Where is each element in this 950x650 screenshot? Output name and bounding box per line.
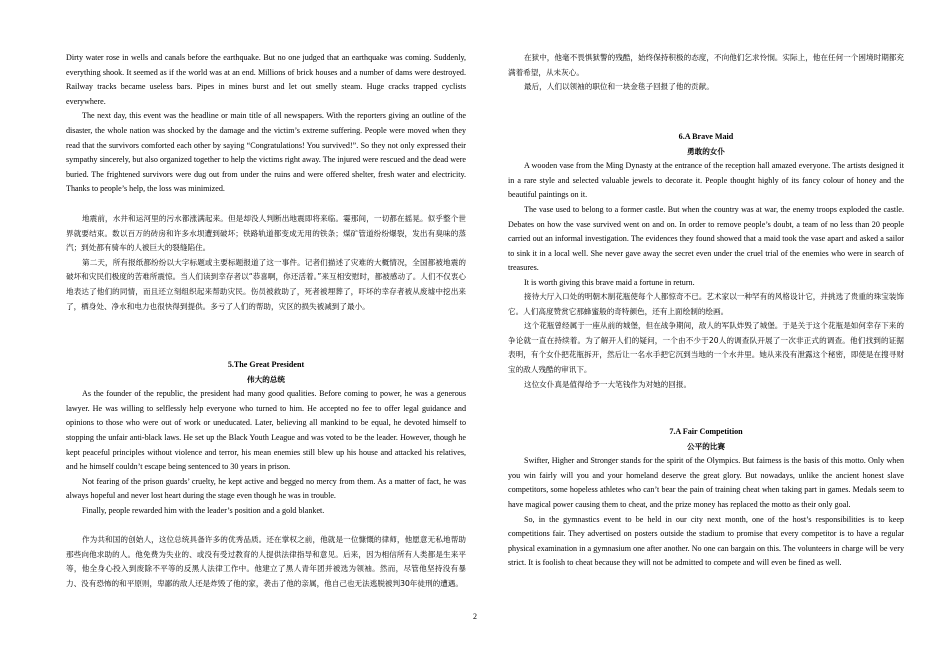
paragraph: Swifter, Higher and Stronger stands for the spirit of the Olympics. But fairness is the basis of this motto. Only when you win fairly will you and your homeland deserve the great glory. But nowadays, unlike the ancient honest slave competitors, some hopeless athletes who can’t bear the pain of training cheat when taking part in games. Medals seem to have magical power causing them to cheat, and the prize money has replaced the motto as their only goal. [508, 456, 904, 509]
maid-chinese [508, 290, 904, 392]
paragraph: 第二天，所有报纸都纷纷以大字标题或主要标题报道了这一事件。记者们描述了灾难的大概情况，全国都被地震的破坏和灾民们极度的苦难所震惊。当人们读到幸存者以“恭喜啊，你还活着。”来互相安慰时，都被感动了。人们不仅衷心地表达了他们的同情，而且还立刻组织起来帮助灾民。伤员被救助了，死者被埋葬了，吓坏的幸存者被从废墟中挖出来了，栖身处、净水和电力也很快得到提供。多亏了人们的帮助，灾区的损失被减到了最小。 [66, 257, 466, 311]
president-section [66, 358, 466, 519]
paragraph: 这位女仆真是值得给予一大笔钱作为对她的回报。 [524, 379, 692, 389]
paragraph: Finally, people rewarded him with the leader’s position and a gold blanket. [82, 505, 325, 515]
paragraph: 这个花瓶曾经属于一座从前的城堡，但在战争期间，敌人的军队炸毁了城堡。于是关于这个花瓶是如何幸存下来的争论就一直在持续着。为了解开人们的疑问，一个由不少于20人的调查队开展了一次非正式的调查。他们找到的证据表明，有个女仆把花瓶拆开，然后让一名水手把它沉到当地的一个水井里。她从来没有泄露这个秘密，即使是在搜寻财宝的敌人残酷的审讯下。 [508, 321, 904, 374]
paragraph: A wooden vase from the Ming Dynasty at the entrance of the reception hall amazed everyone. The artists designed it in a rare style and selected valuable jewels to decorate it. People thought highly of its fancy colour of honey and the beautiful paintings on it. [508, 161, 904, 200]
paragraph: 接待大厅入口处的明朝木制花瓶使每个人都惊奇不已。艺术家以一种罕有的风格设计它，并挑选了贵重的珠宝装饰它。人们高度赞赏它那蜂蜜般的奇特颜色，还有上面绘制的绘画。 [508, 292, 904, 316]
page-number: 2 [473, 612, 477, 621]
fair-competition-section [508, 425, 904, 571]
paragraph: The next day, this event was the headline or main title of all newspapers. With the reporters giving an outline of the disaster, the whole nation was shocked by the damage and the victim’s extreme suffering. People were moved when they read that the survivors comforted each other by saying “Congratulations! You survived!”. So they not only expressed their sympathy sincerely, but also organized together to help the victims right away. The injured were rescued and the dead were buried. The frightened survivors were dug out from under the ruins and were offered shelter, fresh water and electricity. Thanks to people’s help, the loss was minimized. [66, 111, 466, 194]
paragraph: Not fearing of the prison guards’ cruelty, he kept active and begged no mercy from them. As a matter of fact, he was always hopeful and never lost heart during the stage even though he was in trouble. [66, 476, 466, 501]
paragraph: As the founder of the republic, the president had many good qualities. Before coming to power, he was a generous lawyer. He was willing to selflessly help everyone who turned to him. He accepted no fee to offer legal guidance and opinions to those who were out of work or uneducated. Later, believing all mankind to be equal, he devoted himself to stopping the unfair anti-black laws. He set up the Black Youth League and was voted to be the leader. However, though he kept peaceful principles without violence and terror, his mean enemies still blew up his house and attacked his relatives, and he himself couldn’t escape being sentenced to 30 years in prison. [66, 389, 466, 472]
paragraph: The vase used to belong to a former castle. But when the country was at war, the enemy troops exploded the castle. Debates on how the vase survived went on and on. In order to remove people’s doubt, a team of no less than 20 people carried out an informal investigation. The evidences they found showed that a maid took the vase apart and asked a sailor to sink it in a local well. She never gave away the secret even under the cruel trial of the enemies who were in search of treasures. [508, 204, 904, 273]
section-title-english: 7.A Fair Competition [669, 427, 743, 436]
section-title-chinese: 勇敢的女仆 [687, 146, 725, 156]
section-title-english: 6.A Brave Maid [678, 132, 734, 141]
prison-chinese [508, 51, 904, 95]
earthquake-english [66, 51, 466, 197]
paragraph: Dirty water rose in wells and canals before the earthquake. But no one judged that an earthquake was coming. Suddenly, everything shook. It seemed as if the world was at an end. Millions of brick houses and a number of dams were destroyed. Railway tracks became useless bars. Pipes in mines burst and let out smelly steam. Huge cracks trapped cyclists everywhere. [66, 53, 466, 106]
section-title-chinese: 伟大的总统 [247, 374, 285, 384]
section-title-chinese: 公平的比赛 [687, 441, 725, 451]
earthquake-chinese [66, 212, 466, 314]
paragraph: 最后，人们以领袖的职位和一块金毯子回报了他的贡献。 [524, 82, 714, 92]
maid-section [508, 130, 904, 291]
paragraph: So, in the gymnastics event to be held in our city next month, one of the host’s responsibilities is to keep competitions fair. They advertised on posters outside the stadium to promise that every competitor is to have a regular physical examination in a gymnasium one after another. No one can bargain on this. The volunteers in charge will be very strict. It is foolish to cheat because they will not be admitted to compete and will even be fined as well. [508, 514, 904, 568]
paragraph: 地震前，水井和运河里的污水都涨满起来。但是却没人判断出地震即将来临。霎那间，一切都在摇晃。似乎整个世界就要结束。数以百万的砖房和许多水坝遭到破坏；铁路轨道都变成无用的铁条；煤矿管道纷纷爆裂，发出有臭味的蒸汽；到处都有骑车的人被巨大的裂缝陷住。 [66, 214, 466, 253]
paragraph: 在狱中，他毫不畏惧狱警的残酷，始终保持积极的态度，不向他们乞求怜悯。实际上，他在任何一个困境时期都充满着希望，从未灰心。 [508, 53, 904, 77]
paragraph: 作为共和国的创始人，这位总统具备许多的优秀品质。还在掌权之前，他就是一位慷慨的律师，他愿意无私地帮助那些向他求助的人。他免费为失业的、或没有受过教育的人提供法律指导和意见。后来，因为相信所有人类都是生来平等，他全身心投入到废除不平等的反黑人法律工作中。他建立了黑人青年团并被选为领袖。然而，尽管他坚持没有暴力、没有恐怖的和平原则，卑鄙的敌人还是炸毁了他的家，袭击了他的亲属，他自己也无法逃脱被判30年徒刑的遭遇。 [66, 535, 466, 588]
president-chinese [66, 533, 466, 591]
paragraph: It is worth giving this brave maid a fortune in return. [524, 277, 695, 287]
section-title-english: 5.The Great President [227, 360, 305, 369]
